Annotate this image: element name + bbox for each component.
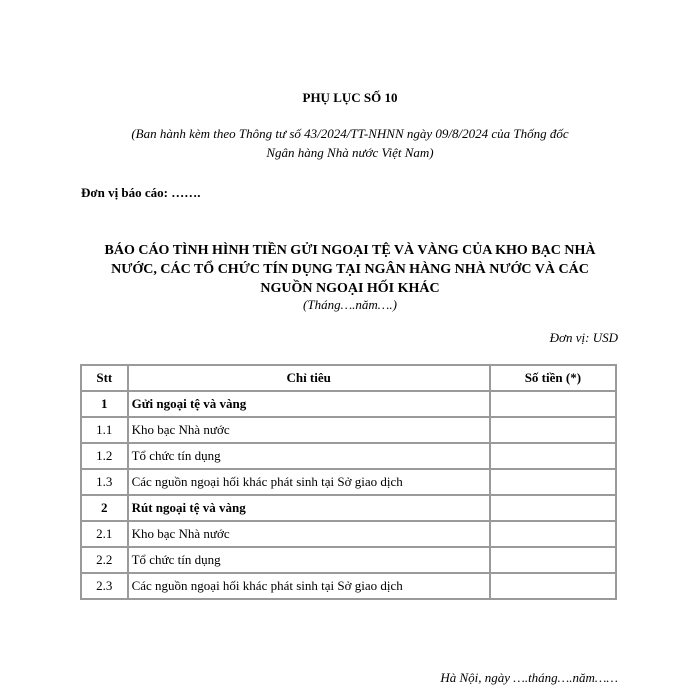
row-item: Các nguồn ngoại hối khác phát sinh tại Sở giao dịch [128,573,490,599]
header-item: Chỉ tiêu [128,365,490,391]
row-item: Rút ngoại tệ và vàng [128,495,490,521]
table-body [81,391,616,599]
issuance-note [80,124,620,162]
report-title [70,241,630,298]
header-stt: Stt [81,365,128,391]
row-stt: 2 [81,495,128,521]
table-row [81,443,616,469]
row-amount-cell[interactable] [490,417,616,443]
table-row [81,495,616,521]
row-amount-cell[interactable] [490,547,616,573]
appendix-title: PHỤ LỤC SỐ 10 [302,90,398,105]
row-item: Kho bạc Nhà nước [128,417,490,443]
row-stt: 1.1 [81,417,128,443]
row-item: Tổ chức tín dụng [128,443,490,469]
row-item: Kho bạc Nhà nước [128,521,490,547]
row-item: Các nguồn ngoại hối khác phát sinh tại Sở giao dịch [128,469,490,495]
row-item: Tổ chức tín dụng [128,547,490,573]
table-row [81,521,616,547]
table-row [81,573,616,599]
report-title-line-1: BÁO CÁO TÌNH HÌNH TIỀN GỬI NGOẠI TỆ VÀ VÀNG CỦA KHO BẠC NHÀ [104,243,596,258]
table-row [81,417,616,443]
row-amount-cell[interactable] [490,573,616,599]
unit-label: Đơn vị: USD [549,330,618,345]
table-row [81,469,616,495]
sign-place-date: Hà Nội, ngày ….tháng….năm…… [440,670,618,685]
row-stt: 1.3 [81,469,128,495]
row-stt: 1 [81,391,128,417]
row-stt: 2.1 [81,521,128,547]
table-header-row [81,365,616,391]
table-row [81,547,616,573]
report-title-line-2: NƯỚC, CÁC TỔ CHỨC TÍN DỤNG TẠI NGÂN HÀNG NHÀ NƯỚC VÀ CÁC [111,262,589,277]
table-row [81,391,616,417]
row-item: Gửi ngoại tệ và vàng [128,391,490,417]
row-amount-cell[interactable] [490,391,616,417]
row-stt: 2.3 [81,573,128,599]
reporting-unit: Đơn vị báo cáo: ……. [81,185,201,200]
issuance-note-line-1: (Ban hành kèm theo Thông tư số 43/2024/TT-NHNN ngày 09/8/2024 của Thống đốc [131,126,569,141]
row-amount-cell[interactable] [490,521,616,547]
row-stt: 1.2 [81,443,128,469]
report-title-line-3: NGUỒN NGOẠI HỐI KHÁC [260,281,440,296]
issuance-note-line-2: Ngân hàng Nhà nước Việt Nam) [266,145,434,160]
row-stt: 2.2 [81,547,128,573]
row-amount-cell[interactable] [490,469,616,495]
report-period: (Tháng….năm….) [303,297,397,312]
report-table [80,364,617,600]
row-amount-cell[interactable] [490,443,616,469]
header-amount: Số tiền (*) [490,365,616,391]
row-amount-cell[interactable] [490,495,616,521]
